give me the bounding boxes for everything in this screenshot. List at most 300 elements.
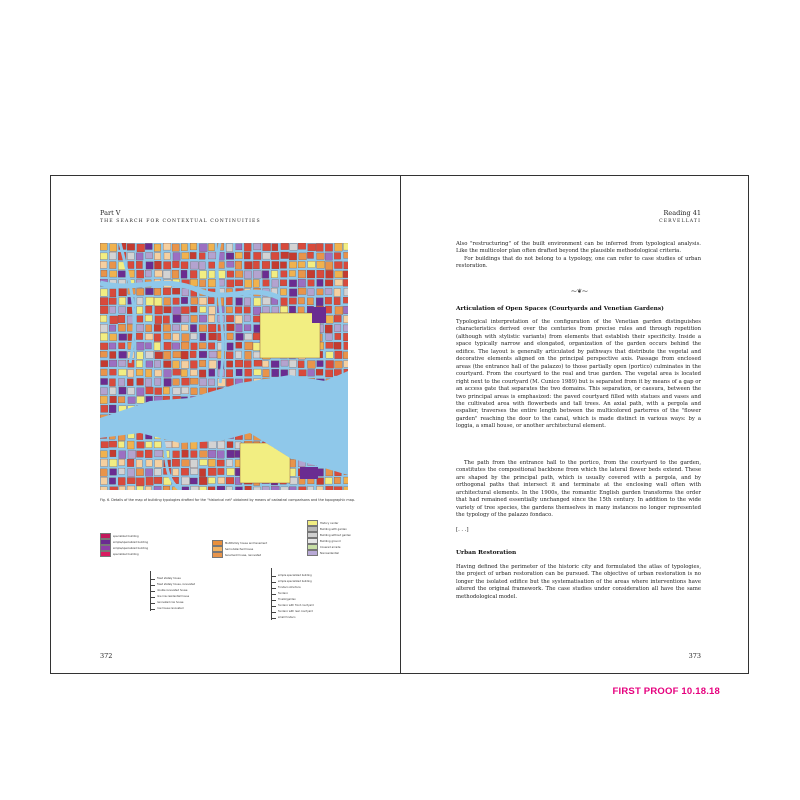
building-block (254, 298, 261, 306)
running-head-part: Part V (100, 209, 121, 217)
building-block (209, 423, 216, 430)
building-block (182, 460, 190, 467)
tree-branch (150, 579, 155, 580)
building-block (308, 459, 315, 465)
building-block (298, 459, 305, 466)
building-block (137, 442, 145, 449)
building-block (191, 432, 197, 438)
building-block (200, 441, 207, 448)
tree-label: fondaco with rear courtyard (278, 610, 313, 613)
building-block (235, 487, 242, 490)
building-block (280, 396, 288, 403)
special-building (312, 307, 326, 323)
building-block (316, 460, 324, 466)
building-block (181, 369, 187, 376)
building-block (254, 360, 262, 366)
right-page (401, 176, 748, 673)
building-block (217, 432, 224, 440)
building-block (334, 342, 341, 349)
building-block (163, 423, 171, 429)
building-block (289, 270, 295, 276)
building-block (299, 442, 307, 449)
tree-label: Fondaco structure (278, 586, 301, 589)
building-block (317, 253, 325, 260)
building-block (262, 361, 268, 367)
building-block (253, 333, 260, 340)
building-block (101, 369, 108, 376)
building-block (200, 459, 208, 465)
building-block (272, 244, 278, 251)
building-block (217, 405, 224, 412)
building-block (325, 306, 331, 313)
building-block (335, 379, 342, 387)
building-block (119, 406, 126, 413)
building-block (335, 307, 343, 315)
building-block (262, 486, 269, 490)
building-block (308, 244, 316, 251)
building-block (325, 288, 332, 294)
building-block (334, 477, 340, 484)
building-block (154, 324, 161, 331)
building-block (199, 360, 206, 367)
building-block (245, 486, 252, 490)
garden-area (260, 313, 320, 358)
building-block (307, 252, 313, 258)
building-block (127, 459, 134, 467)
building-block (335, 459, 341, 466)
building-block (280, 289, 286, 295)
building-block (245, 333, 252, 339)
gardens-paragraph-1: Typological interpretation of the configuration of the Venetian garden distinguishes characteristics derived over the centuries from precise rules and through repetition (although with stylistic variants) from elements that establish their specificity. Inside a space typically narrow and elongated, organization of the garden occurs behind the edifice. The layout is generally articulated by pathways that distribute the vegetal and decorative elements aligned on the principal perspective axis. Passage from enclosed areas (the entrance hall of the palazzo) to those partially open (portico) culminates in the courtyard. From the courtyard to the real and true garden. The vegetal area is located right next to the courtyard (M. Cunico 1989) but is separated from it by means of a gap or an access gate that separates the two domains. This separation, or caesura, between the two principal areas is emphasized: the paved courtyard filled with statues and vases and the cultivated area with flowerbeds and tall trees. An axial path, with a pergola and espalier, traverses the entire length between the multicolored parterres of the "flower garden" reaching the door to the canal, which is made distinct in various ways: by a loggia, a small house, or another architectural element. (456, 319, 701, 430)
building-block (164, 333, 171, 339)
building-block (226, 477, 234, 484)
building-block (272, 307, 279, 314)
legend-label: Building without garden (320, 533, 352, 537)
building-block (164, 298, 171, 305)
building-block (227, 280, 234, 287)
building-block (208, 297, 214, 303)
legend-label: Building with garden (320, 527, 347, 531)
building-block (298, 243, 306, 249)
legend-label: Nonresidential (320, 551, 339, 555)
building-block (191, 486, 199, 490)
building-block (280, 432, 287, 439)
building-block (181, 342, 189, 349)
building-block (182, 477, 190, 485)
building-block (235, 360, 243, 367)
building-block (145, 486, 151, 490)
building-block (101, 360, 108, 366)
building-block (235, 252, 242, 258)
building-block (335, 271, 343, 278)
building-block (199, 343, 206, 349)
building-block (101, 270, 107, 276)
building-block (208, 477, 215, 483)
building-block (226, 487, 232, 490)
building-block (253, 280, 259, 288)
building-block (236, 244, 242, 250)
building-block (326, 397, 334, 405)
building-block (289, 369, 296, 376)
building-block (100, 298, 108, 306)
building-block (236, 369, 242, 376)
building-block (289, 298, 296, 304)
legend-item (307, 550, 339, 556)
building-block (127, 441, 134, 449)
building-block (235, 261, 242, 269)
building-block (101, 477, 107, 484)
building-block (218, 468, 224, 474)
building-block (298, 288, 306, 294)
building-block (181, 423, 188, 431)
building-block (191, 468, 198, 474)
building-block (334, 369, 341, 375)
building-block (190, 361, 197, 369)
building-block (226, 244, 233, 252)
building-block (299, 487, 307, 490)
building-block (145, 343, 151, 349)
building-block (118, 477, 125, 485)
building-block (335, 243, 343, 251)
building-block (307, 432, 314, 440)
building-block (191, 414, 198, 420)
building-block (154, 469, 161, 476)
building-block (245, 351, 252, 359)
building-block (172, 343, 180, 349)
building-block (326, 433, 334, 441)
building-block (335, 388, 341, 396)
building-block (263, 397, 271, 404)
building-block (128, 261, 134, 268)
building-block (325, 253, 332, 260)
building-block (191, 451, 197, 458)
building-block (172, 325, 180, 331)
building-block (181, 307, 189, 314)
building-block (200, 306, 206, 312)
building-block (154, 342, 160, 350)
building-block (163, 288, 170, 295)
building-block (137, 405, 145, 412)
building-block (155, 388, 162, 395)
building-block (146, 423, 153, 429)
building-block (209, 306, 215, 314)
building-block (110, 244, 117, 252)
building-block (307, 387, 315, 394)
building-block (110, 487, 118, 490)
building-block (101, 405, 108, 412)
building-block (316, 414, 324, 421)
building-block (271, 387, 278, 395)
building-block (137, 244, 145, 252)
building-block (181, 315, 189, 322)
building-block (199, 487, 206, 490)
building-block (235, 433, 242, 440)
building-block (289, 414, 296, 420)
building-block (236, 298, 243, 305)
building-block (145, 288, 153, 294)
building-block (290, 442, 296, 448)
building-block (173, 388, 181, 395)
building-block (101, 378, 108, 384)
building-block (236, 424, 242, 431)
building-block (146, 325, 152, 332)
building-block (155, 370, 162, 376)
building-block (272, 261, 279, 268)
building-block (317, 270, 324, 278)
building-block (119, 451, 126, 459)
building-block (128, 414, 136, 421)
building-block (298, 279, 305, 287)
building-block (217, 460, 224, 466)
building-block (334, 487, 342, 490)
building-block (137, 324, 144, 331)
building-block (326, 333, 333, 340)
building-block (308, 486, 314, 490)
building-block (217, 423, 224, 430)
building-block (209, 333, 217, 340)
building-block (136, 460, 142, 467)
building-block (109, 252, 116, 259)
building-block (226, 307, 232, 313)
building-block (344, 361, 348, 368)
figure-caption: Fig. 6. Details of the map of building typologies drafted for the "historical net" obtained by means of cadastral comparisons and the topographic map. (100, 498, 356, 502)
building-block (163, 387, 169, 394)
building-block (164, 351, 171, 359)
building-block (262, 271, 268, 279)
building-block (127, 486, 135, 490)
building-block (344, 477, 348, 484)
building-block (326, 406, 332, 413)
building-block (136, 253, 143, 260)
building-block (262, 253, 270, 260)
building-block (199, 477, 207, 485)
tree-label: simple specialized building (278, 580, 312, 583)
building-block (245, 406, 252, 413)
tree-branch (271, 612, 276, 613)
building-block (289, 253, 296, 260)
building-block (208, 450, 216, 457)
building-block (253, 423, 260, 429)
building-block (325, 414, 331, 422)
building-block (307, 415, 314, 423)
legend-swatch (100, 551, 111, 557)
building-block (155, 415, 162, 422)
building-block (181, 414, 187, 422)
building-block (343, 325, 348, 331)
building-block (164, 342, 171, 349)
building-block (100, 253, 107, 260)
building-block (109, 433, 115, 439)
building-block (280, 379, 286, 385)
building-block (271, 432, 277, 440)
building-block (208, 279, 215, 287)
building-block (182, 253, 189, 259)
building-block (164, 253, 170, 260)
intro-paragraph-1: Also "restructuring" of the built environment can be inferred from typological analysis. Like the multicolor plan often drafted beyond the plausible methodological criteria. (456, 241, 701, 255)
building-block (334, 262, 342, 269)
building-block (217, 388, 223, 395)
building-block (335, 351, 342, 359)
legend-item (212, 552, 261, 558)
building-block (119, 288, 127, 296)
building-block (343, 333, 348, 341)
building-block (110, 387, 116, 394)
building-block (245, 387, 252, 394)
building-block (245, 342, 253, 350)
building-block (244, 361, 251, 368)
building-block (227, 397, 234, 403)
building-block (335, 396, 342, 403)
building-block (145, 315, 152, 321)
building-block (289, 280, 296, 287)
building-block (191, 424, 199, 431)
building-block (100, 261, 107, 268)
building-block (317, 486, 323, 490)
building-block (271, 252, 279, 259)
building-block (244, 252, 250, 259)
book-spread (50, 175, 749, 674)
building-block (172, 288, 179, 294)
building-block (235, 379, 242, 386)
building-block (334, 289, 341, 297)
building-block (235, 414, 242, 420)
building-block (191, 343, 197, 350)
building-block (262, 261, 270, 268)
building-block (263, 378, 270, 384)
building-block (326, 379, 334, 387)
building-block (182, 433, 189, 439)
building-block (209, 397, 216, 403)
tree-branch (150, 603, 155, 604)
building-block (281, 360, 288, 366)
building-block (100, 289, 107, 296)
building-block (272, 396, 279, 403)
section-heading-restoration: Urban Restoration (456, 550, 517, 556)
building-block (316, 432, 323, 438)
building-block (146, 351, 154, 358)
building-block (272, 414, 279, 421)
building-block (316, 369, 323, 375)
building-block (137, 388, 144, 396)
building-block (118, 441, 124, 447)
building-block (137, 378, 144, 385)
building-block (226, 415, 234, 423)
building-block (119, 307, 126, 313)
building-block (163, 316, 169, 324)
building-block (190, 270, 197, 278)
building-block (227, 423, 235, 430)
building-block (227, 442, 233, 448)
building-block (289, 289, 297, 297)
running-head-reading: Reading 41 (663, 209, 701, 217)
building-block (146, 477, 153, 485)
building-block (137, 486, 144, 490)
building-block (172, 270, 179, 278)
building-block (280, 387, 286, 394)
building-block (182, 442, 188, 449)
building-block (208, 388, 216, 394)
building-block (136, 261, 142, 268)
building-block (145, 243, 152, 249)
building-block (271, 423, 278, 430)
building-block (199, 244, 207, 252)
building-block (110, 369, 117, 375)
building-block (208, 315, 215, 322)
building-block (118, 315, 125, 323)
building-block (173, 351, 181, 357)
building-block (154, 253, 160, 260)
building-block (173, 298, 179, 305)
building-block (127, 379, 133, 386)
tree-label: fixed stately house, renovated (157, 583, 196, 586)
building-block (173, 361, 180, 368)
building-block (109, 298, 116, 305)
building-block (209, 369, 215, 376)
page-number-right: 373 (688, 652, 701, 660)
building-block (253, 415, 260, 422)
building-block (290, 478, 297, 485)
legend-swatch (212, 552, 223, 558)
building-block (118, 324, 125, 331)
building-block (146, 252, 153, 258)
building-block (335, 361, 343, 368)
building-block (235, 315, 242, 323)
building-block (307, 298, 313, 305)
building-block (227, 468, 235, 475)
building-block (299, 388, 307, 396)
building-block (181, 262, 188, 269)
building-block (109, 379, 115, 387)
building-block (182, 450, 189, 457)
building-block (190, 262, 198, 269)
venice-map-image (100, 243, 348, 490)
building-block (317, 451, 323, 458)
building-block (335, 415, 341, 422)
tree-branch (271, 618, 276, 619)
building-block (298, 396, 306, 404)
building-block (118, 397, 125, 403)
building-block (119, 486, 125, 490)
building-block (100, 423, 107, 430)
building-block (281, 424, 288, 431)
building-block (244, 298, 250, 306)
tree-branch (271, 576, 276, 577)
building-block (325, 478, 332, 484)
building-block (290, 396, 297, 403)
building-block (217, 396, 223, 403)
building-block (199, 253, 205, 260)
legend-swatch (307, 550, 318, 556)
building-block (326, 342, 334, 348)
building-block (343, 388, 348, 396)
building-block (118, 271, 125, 277)
tree-label: fondaco with front courtyard (278, 604, 314, 607)
building-block (316, 298, 323, 306)
building-block (263, 405, 270, 411)
building-block (343, 451, 348, 457)
building-block (236, 333, 244, 340)
building-block (100, 343, 108, 350)
building-block (290, 244, 298, 251)
building-block (209, 406, 217, 413)
building-block (181, 351, 188, 359)
building-block (191, 388, 198, 395)
building-block (245, 280, 252, 288)
building-block (119, 468, 125, 474)
building-block (307, 378, 314, 385)
building-block (173, 307, 181, 315)
building-block (244, 271, 251, 279)
